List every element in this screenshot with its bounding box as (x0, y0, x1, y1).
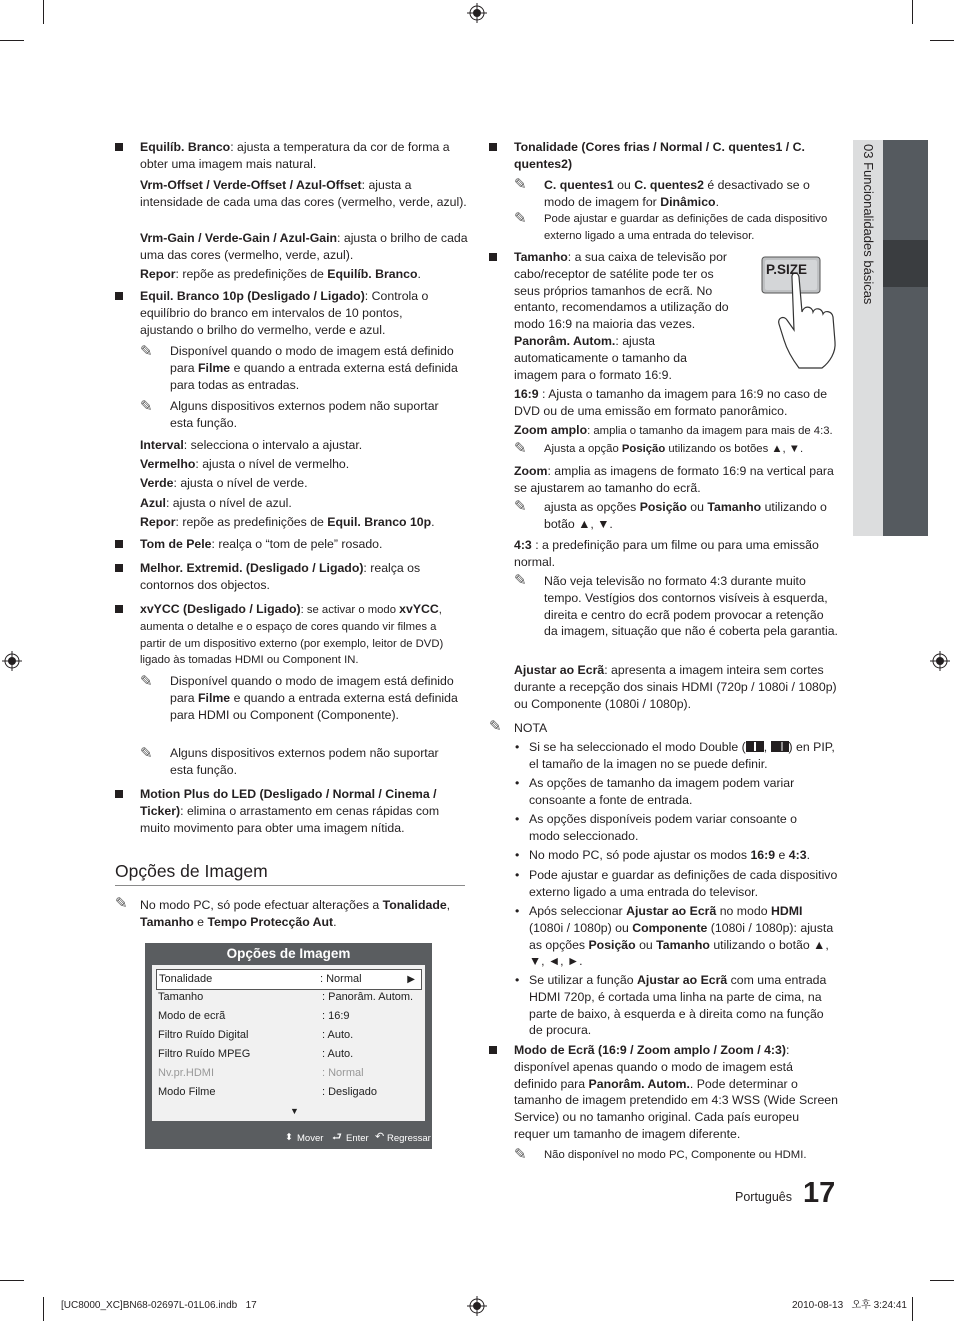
osd-footer (145, 1129, 432, 1145)
note-pencil-icon: ✎ (514, 176, 527, 193)
crop-mark (912, 1297, 913, 1321)
osd-row-value: : Normal (322, 1067, 364, 1079)
note-text: Alguns dispositivos externos podem não suportar esta função. (170, 746, 439, 777)
note-pencil-icon: ✎ (140, 745, 153, 762)
bullet-dot: • (515, 848, 520, 862)
osd-row-modo-de-ecra[interactable] (158, 1007, 420, 1026)
note-text: Disponível quando o modo de imagem está definido para Filme e quando a entrada externa está definida para HDMI ou Component (Componente). (170, 674, 458, 722)
slug-file: [UC8000_XC]BN68-02697L-01L06.indb 17 (61, 1300, 257, 1311)
crop-mark (43, 1297, 44, 1321)
section-title: Opções de Imagem (115, 860, 465, 886)
bullet-square (115, 143, 123, 151)
bullet-motion-plus: Motion Plus do LED (Desligado / Normal / Cinema / Ticker): elimina o arrastamento em cenas rápidas com muito movimento para obter uma imagem nítida. (140, 787, 440, 835)
registration-mark-icon (467, 1296, 487, 1316)
note-pencil-icon: ✎ (514, 572, 527, 589)
bullet-equilib-branco: Equilíb. Branco: ajusta a temperatura da cor de forma a obter uma imagem mais natural. (140, 140, 450, 171)
note-text: Não disponível no modo PC, Componente ou HDMI. (544, 1149, 807, 1161)
bullet-melhor-extremid: Melhor. Extremid. (Desligado / Ligado): realça os contornos dos objectos. (140, 561, 421, 592)
note-text: Disponível quando o modo de imagem está definido para Filme e quando a entrada externa está definida para todas as entradas. (170, 344, 458, 392)
note-pencil-icon: ✎ (514, 210, 527, 227)
arrow-right-icon: ▶ (407, 974, 415, 985)
footer-language: Português (735, 1190, 792, 1204)
osd-row-nv-pr-hdmi (158, 1064, 420, 1083)
bullet-dot: • (515, 776, 520, 790)
bullet-square (115, 564, 123, 572)
nota-item: Se utilizar a função Ajustar ao Ecrã com uma entrada HDMI 720p, é cortada uma linha na parte de cima, na parte de baixo, à esquerda e à direita como na função de procura. (529, 973, 827, 1038)
bullet-square (115, 292, 123, 300)
osd-row-modo-filme[interactable] (158, 1083, 420, 1102)
osd-footer-move: Mover (297, 1133, 324, 1144)
osd-title: Opções de Imagem (226, 946, 351, 961)
bullet-square (115, 605, 123, 613)
note-pencil-icon: ✎ (140, 398, 153, 415)
updown-arrows-icon: ⬍ (285, 1132, 293, 1143)
note-pencil-icon: ✎ (115, 895, 128, 912)
bullet-dot: • (515, 812, 520, 826)
osd-row-label: Filtro Ruído MPEG (158, 1048, 251, 1060)
note-text: Não veja televisão no formato 4:3 durante muito tempo. Vestígios dos contornos visíveis à esquerda, direita e centro do ecrã podem provocar a retenção da imagem, situação que não é coberta pela garantia. (544, 574, 838, 639)
nota-item: Si se ha seleccionado el modo Double ( , ) en PIP, el tamaño de la imagen no se puede definir. (529, 740, 835, 771)
crop-mark (0, 40, 24, 41)
osd-row-label: Nv.pr.HDMI (158, 1067, 215, 1079)
bullet-square (115, 790, 123, 798)
note-pencil-icon: ✎ (489, 718, 502, 735)
bullet-dot: • (515, 973, 520, 987)
repor-text: Repor: repõe as predefinições de Equilíb. Branco. (140, 267, 421, 281)
mode-16-9-text: 16:9 : Ajusta o tamanho da imagem para 16:9 no caso de DVD ou de uma emissão em formato panorâmico. (514, 387, 828, 418)
verde-text: Verde: ajusta o nível de verde. (140, 476, 308, 490)
osd-footer-return: Regressar (387, 1133, 431, 1144)
osd-row-label: Filtro Ruído Digital (158, 1029, 249, 1041)
osd-menu (145, 943, 432, 1149)
note-text: C. quentes1 ou C. quentes2 é desactivado se o modo de imagem for Dinâmico. (544, 178, 810, 209)
osd-row-label: Tonalidade (159, 973, 213, 985)
azul-text: Azul: ajusta o nível de azul. (140, 496, 292, 510)
zoom-text: Zoom: amplia as imagens de formato 16:9 na vertical para se ajustarem ao tamanho do ecrã. (514, 464, 834, 495)
bullet-tamanho: Tamanho: a sua caixa de televisão por cabo/receptor de satélite pode ter os seus próprios tamanhos de ecrã. No entanto, recomendamos a utilização do modo 16:9 na maioria das vezes. (514, 250, 729, 332)
osd-row-value: : Panorâm. Autom. (322, 991, 414, 1003)
note-text: Alguns dispositivos externos podem não suportar esta função. (170, 399, 439, 430)
osd-row-label: Tamanho (158, 991, 204, 1003)
osd-row-filtro-ruido-mpeg[interactable] (158, 1045, 420, 1064)
osd-row-value: : Desligado (322, 1086, 378, 1098)
double-mode-pip-icon (771, 741, 789, 752)
double-mode-icon (746, 741, 764, 752)
note-pencil-icon: ✎ (140, 343, 153, 360)
bullet-square (489, 143, 497, 151)
osd-row-filtro-ruido-digital[interactable] (158, 1026, 420, 1045)
ajustar-ao-ecra-text: Ajustar ao Ecrã: apresenta a imagem inteira sem cortes durante a recepção dos sinais HDMI (720p / 1080i / 1080p) ou Componente (1080i / 1080p). (514, 663, 837, 711)
zoom-amplo-text: Zoom amplo: amplia o tamanho da imagem para mais de 4:3. (514, 423, 833, 437)
osd-row-label: Modo de ecrã (158, 1010, 226, 1022)
note-text: Ajusta a opção Posição utilizando os botões ▲, ▼. (544, 443, 804, 455)
repor-10p-text: Repor: repõe as predefinições de Equil. Branco 10p. (140, 515, 435, 529)
scroll-down-icon[interactable]: ▼ (290, 1106, 299, 1116)
side-tab-label: 03 Funcionalidades básicas (861, 144, 876, 305)
osd-row-tonalidade[interactable] (156, 969, 422, 990)
note-text: Pode ajustar e guardar as definições de cada dispositivo externo ligado a uma entrada do televisor. (544, 213, 828, 242)
osd-row-value: : Normal (320, 973, 362, 985)
panoram-autom-text: Panorâm. Autom.: ajusta automaticamente o tamanho da imagem para o formato 16:9. (514, 334, 687, 382)
psize-label: P.SIZE (766, 262, 808, 277)
registration-mark-icon (467, 3, 487, 23)
note-pencil-icon: ✎ (140, 673, 153, 690)
vermelho-text: Vermelho: ajusta o nível de vermelho. (140, 457, 350, 471)
registration-mark-icon (930, 651, 950, 671)
vrm-offset-text: Vrm-Offset / Verde-Offset / Azul-Offset: ajusta a intensidade de cada uma das cores (vermelho, verde, azul). (140, 178, 467, 209)
interval-text: Interval: selecciona o intervalo a ajustar. (140, 438, 363, 452)
note-pencil-icon: ✎ (514, 440, 527, 457)
crop-mark (930, 40, 954, 41)
crop-mark (930, 1280, 954, 1281)
side-tab-marker (883, 240, 928, 287)
osd-row-tamanho[interactable] (158, 988, 420, 1007)
bullet-square (489, 253, 497, 261)
bullet-dot: • (515, 868, 520, 882)
bullet-dot: • (515, 740, 520, 754)
bullet-square (489, 1046, 497, 1054)
nota-item: Após seleccionar Ajustar ao Ecrã no modo HDMI (1080i / 1080p) ou Componente (1080i / 1080p): ajusta as opções Posição ou Tamanho utilizando o botão ▲, ▼, ◄, ►. (529, 904, 834, 969)
note-pencil-icon: ✎ (514, 498, 527, 515)
osd-row-value: : 16:9 (322, 1010, 350, 1022)
vrm-gain-text: Vrm-Gain / Verde-Gain / Azul-Gain: ajusta o brilho de cada uma das cores (vermelho, verde, azul). (140, 231, 468, 262)
nota-item: Pode ajustar e guardar as definições de cada dispositivo externo ligado a uma entrada do televisor. (529, 868, 838, 899)
nota-item: As opções de tamanho da imagem podem variar consoante a fonte de entrada. (529, 776, 795, 807)
slug-date: 2010-08-13 오후 3:24:41 (792, 1300, 907, 1311)
enter-icon: ⮐ (332, 1131, 342, 1143)
crop-mark (43, 0, 44, 24)
osd-panel (152, 965, 425, 1121)
crop-mark (912, 0, 913, 24)
osd-footer-enter: Enter (346, 1133, 369, 1144)
osd-row-value: : Auto. (322, 1048, 354, 1060)
osd-row-value: : Auto. (322, 1029, 354, 1041)
mode-4-3-text: 4:3 : a predefinição para um filme ou para uma emissão normal. (514, 538, 819, 569)
bullet-xvycc: xvYCC (Desligado / Ligado): se activar o modo xvYCC, aumenta o detalhe e o espaço de cores quando vir filmes a partir de um dispositivo externo (por exemplo, leitor de DVD) ligado às tomadas HDMI ou Component IN. (140, 602, 444, 667)
bullet-tom-de-pele: Tom de Pele: realça o “tom de pele” rosado. (140, 537, 383, 551)
side-tab-bar (883, 140, 928, 536)
nota-item: No modo PC, só pode ajustar os modos 16:9 e 4:3. (529, 848, 810, 862)
return-icon: ↶ (375, 1131, 385, 1143)
bullet-square (115, 540, 123, 548)
bullet-dot: • (515, 904, 520, 918)
registration-mark-icon (2, 651, 22, 671)
note-text: ajusta as opções Posição ou Tamanho utilizando o botão ▲, ▼. (544, 500, 827, 531)
bullet-equil-branco-10p: Equil. Branco 10p (Desligado / Ligado): Controla o equilíbrio do branco em intervalos de 10 pontos, ajustando o brilho do vermelho, verde e azul. (140, 289, 429, 337)
crop-mark (0, 1280, 24, 1281)
section-note: No modo PC, só pode efectuar alterações a Tonalidade, Tamanho e Tempo Protecção Aut. (140, 898, 451, 929)
nota-heading: NOTA (514, 721, 548, 735)
page-number: 17 (803, 1177, 836, 1209)
nota-item: As opções disponíveis podem variar consoante o modo seleccionado. (529, 812, 797, 843)
bullet-tonalidade: Tonalidade (Cores frias / Normal / C. quentes1 / C. quentes2) (514, 140, 805, 171)
osd-row-label: Modo Filme (158, 1086, 216, 1098)
note-pencil-icon: ✎ (514, 1146, 527, 1163)
bullet-modo-de-ecra: Modo de Ecrã (16:9 / Zoom amplo / Zoom / 4:3): disponível apenas quando o modo de imagem está definido para Panorâm. Autom.. Pode determinar o tamanho de imagem pretendido em 4:3 WSS (Wide Screen Service) ou no tamanho original. Cada país europeu requer um tamanho de imagem diferente. (514, 1043, 838, 1141)
